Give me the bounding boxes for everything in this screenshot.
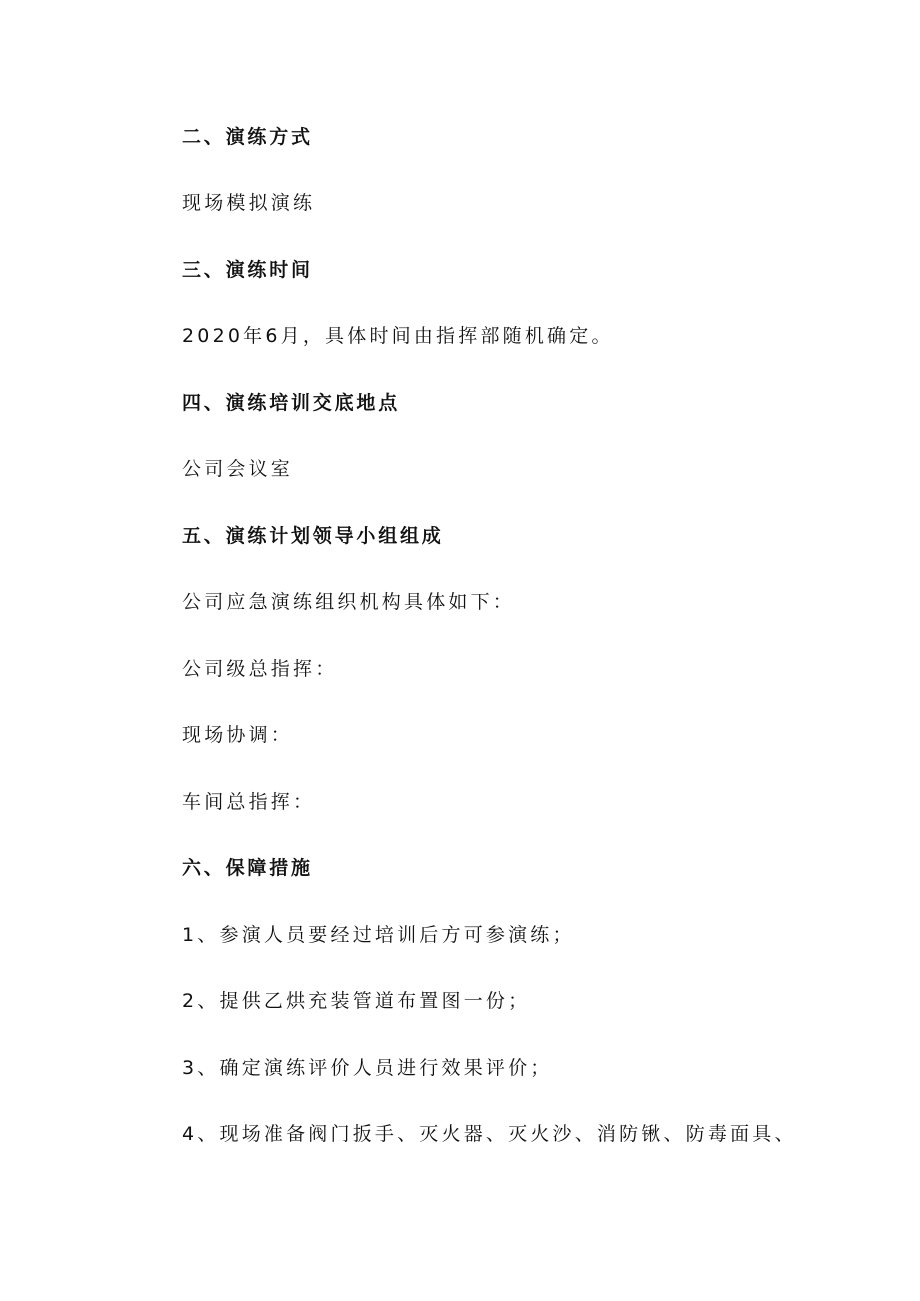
list-item-1: 1、参演人员要经过培训后方可参演练； <box>182 924 575 946</box>
paragraph-method: 现场模拟演练 <box>182 192 316 214</box>
section-heading-location: 四、演练培训交底地点 <box>182 392 401 414</box>
paragraph-workshop-commander: 车间总指挥： <box>182 791 316 813</box>
list-item-3: 3、确定演练评价人员进行效果评价； <box>182 1057 553 1079</box>
paragraph-time: 2020年6月，具体时间由指挥部随机确定。 <box>182 325 614 347</box>
section-heading-leadership: 五、演练计划领导小组组成 <box>182 525 444 547</box>
paragraph-location: 公司会议室 <box>182 458 294 480</box>
list-item-2: 2、提供乙烘充装管道布置图一份； <box>182 990 531 1012</box>
section-heading-time: 三、演练时间 <box>182 259 313 281</box>
section-heading-method: 二、演练方式 <box>182 126 313 148</box>
paragraph-organization: 公司应急演练组织机构具体如下： <box>182 591 516 613</box>
list-item-4: 4、现场准备阀门扳手、灭火器、灭火沙、消防锹、防毒面具、 <box>182 1123 797 1145</box>
section-heading-safeguards: 六、保障措施 <box>182 857 313 879</box>
paragraph-company-commander: 公司级总指挥： <box>182 658 338 680</box>
paragraph-site-coordination: 现场协调： <box>182 724 294 746</box>
